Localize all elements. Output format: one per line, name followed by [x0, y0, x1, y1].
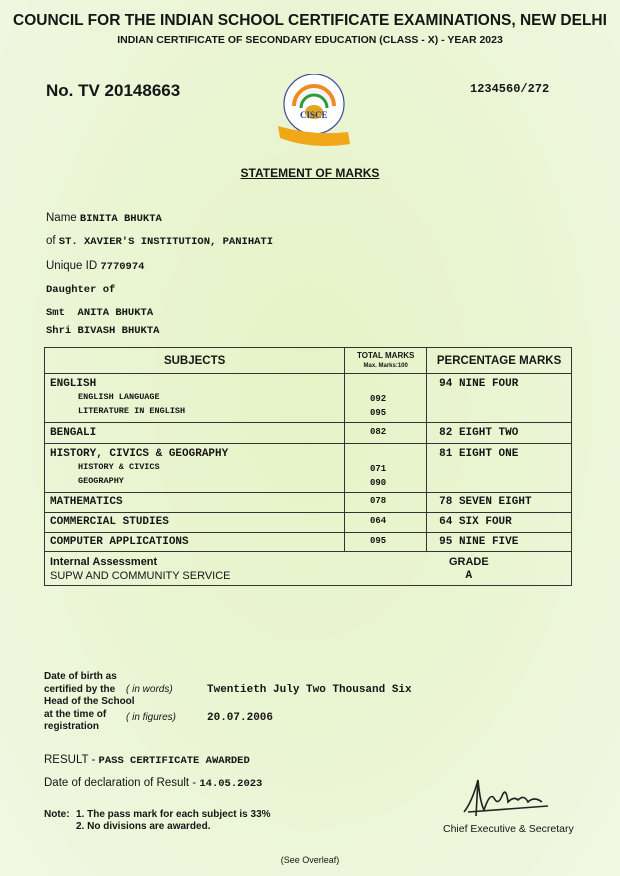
subject-name: COMPUTER APPLICATIONS — [45, 533, 345, 552]
logo-name: CISCE — [300, 110, 328, 120]
in-figures-label: ( in figures) — [126, 712, 177, 723]
note-2: 2. No divisions are awarded. — [76, 821, 211, 832]
declaration-label: Date of declaration of Result - — [44, 777, 197, 789]
unique-id: 7770974 — [100, 261, 145, 273]
table-row — [45, 444, 572, 493]
dob-label-1: Date of birth as — [44, 671, 117, 682]
reference-number: 1234560/272 — [470, 82, 550, 96]
table-header — [45, 348, 572, 374]
marks-cell: 064 — [345, 513, 427, 533]
dob-in-figures: 20.07.2006 — [207, 712, 274, 724]
candidate-name: BINITA BHUKTA — [79, 213, 162, 225]
exam-subtitle: INDIAN CERTIFICATE OF SECONDARY EDUCATION (CLASS - X) - YEAR 2023 — [117, 34, 503, 46]
dob-label-3: Head of the School — [44, 696, 135, 707]
marks: 092 — [369, 394, 387, 404]
relation-label: Daughter of — [46, 284, 116, 296]
percentage-cell: 95 NINE FIVE — [427, 533, 572, 552]
subject-name: ENGLISH — [50, 378, 97, 390]
sub-subject: GEOGRAPHY — [78, 476, 124, 486]
mother-line — [46, 307, 153, 319]
father-name: BIVASH BHUKTA — [77, 325, 160, 337]
dob-label-block — [44, 671, 135, 734]
school-name: ST. XAVIER'S INSTITUTION, PANIHATI — [58, 236, 274, 248]
shri-label: Shri — [46, 325, 72, 337]
sub-subject: LITERATURE IN ENGLISH — [78, 406, 186, 416]
candidate-name-line — [46, 212, 162, 225]
unique-id-line — [46, 260, 144, 273]
cisce-logo — [272, 74, 356, 158]
total-marks-label: TOTAL MARKS — [357, 351, 415, 360]
of-label: of — [46, 235, 56, 247]
internal-assessment-label: Internal Assessment — [50, 556, 158, 568]
total-marks-header — [345, 348, 427, 374]
certificate-number: No. TV 20148663 — [46, 81, 181, 100]
in-words-label: ( in words) — [126, 684, 173, 695]
notes — [44, 809, 271, 832]
school-line — [46, 235, 273, 248]
declaration-date: 14.05.2023 — [199, 778, 263, 790]
marks-cell: 082 — [345, 423, 427, 444]
table-row — [45, 533, 572, 552]
percentage-cell: 81 EIGHT ONE — [427, 444, 572, 493]
grade-value: A — [465, 570, 473, 582]
sub-subject: ENGLISH LANGUAGE — [78, 392, 160, 402]
percentage-cell: 64 SIX FOUR — [427, 513, 572, 533]
table-row — [45, 513, 572, 533]
subject-name: COMMERCIAL STUDIES — [45, 513, 345, 533]
result-value: PASS CERTIFICATE AWARDED — [98, 755, 250, 767]
signatory-title: Chief Executive & Secretary — [443, 823, 574, 835]
percentage-cell: 78 SEVEN EIGHT — [427, 493, 572, 513]
smt-label: Smt — [46, 307, 65, 319]
marks: 095 — [369, 408, 387, 418]
grade-cell — [427, 552, 572, 586]
uid-label: Unique ID — [46, 260, 98, 272]
marks-table — [44, 347, 572, 586]
dob-label-4: at the time of — [44, 708, 107, 720]
internal-subject: SUPW AND COMMUNITY SERVICE — [50, 570, 231, 582]
signature-icon — [458, 772, 558, 818]
mother-name: ANITA BHUKTA — [77, 307, 154, 319]
document-title: STATEMENT OF MARKS — [240, 166, 380, 180]
marks-cell — [345, 444, 427, 493]
subject-name: MATHEMATICS — [45, 493, 345, 513]
dob-label-5: registration — [44, 721, 100, 732]
internal-assessment-row — [45, 552, 572, 586]
council-title: COUNCIL FOR THE INDIAN SCHOOL CERTIFICATE EXAMINATIONS, NEW DELHI — [13, 12, 607, 29]
declaration-line — [44, 777, 262, 790]
marks-cell: 095 — [345, 533, 427, 552]
sub-subject: HISTORY & CIVICS — [78, 462, 160, 472]
dob-in-words: Twentieth July Two Thousand Six — [207, 684, 412, 696]
percentage-cell: 94 NINE FOUR — [427, 374, 572, 423]
marks: 071 — [369, 464, 387, 474]
percentage-cell: 82 EIGHT TWO — [427, 423, 572, 444]
grade-label: GRADE — [448, 556, 489, 568]
marks: 090 — [369, 478, 387, 488]
marks-cell — [345, 374, 427, 423]
subject-cell — [45, 374, 345, 423]
see-overleaf: (See Overleaf) — [280, 855, 340, 865]
result-label: RESULT - — [44, 754, 96, 766]
table-row — [45, 493, 572, 513]
subject-cell — [45, 444, 345, 493]
percentage-header: PERCENTAGE MARKS — [427, 348, 572, 374]
table-row — [45, 423, 572, 444]
father-line — [46, 325, 159, 337]
marks-cell: 078 — [345, 493, 427, 513]
subjects-header: SUBJECTS — [45, 348, 345, 374]
note-1: 1. The pass mark for each subject is 33% — [76, 809, 271, 820]
dob-label-2: certified by the — [44, 683, 116, 695]
subject-name: BENGALI — [45, 423, 345, 444]
table-row — [45, 374, 572, 423]
max-marks-label: Max. Marks:100 — [363, 363, 408, 369]
internal-assessment-cell — [45, 552, 427, 586]
name-label: Name — [46, 212, 77, 224]
result-line — [44, 754, 250, 767]
subject-name: HISTORY, CIVICS & GEOGRAPHY — [50, 448, 229, 460]
note-label: Note: — [44, 809, 70, 820]
